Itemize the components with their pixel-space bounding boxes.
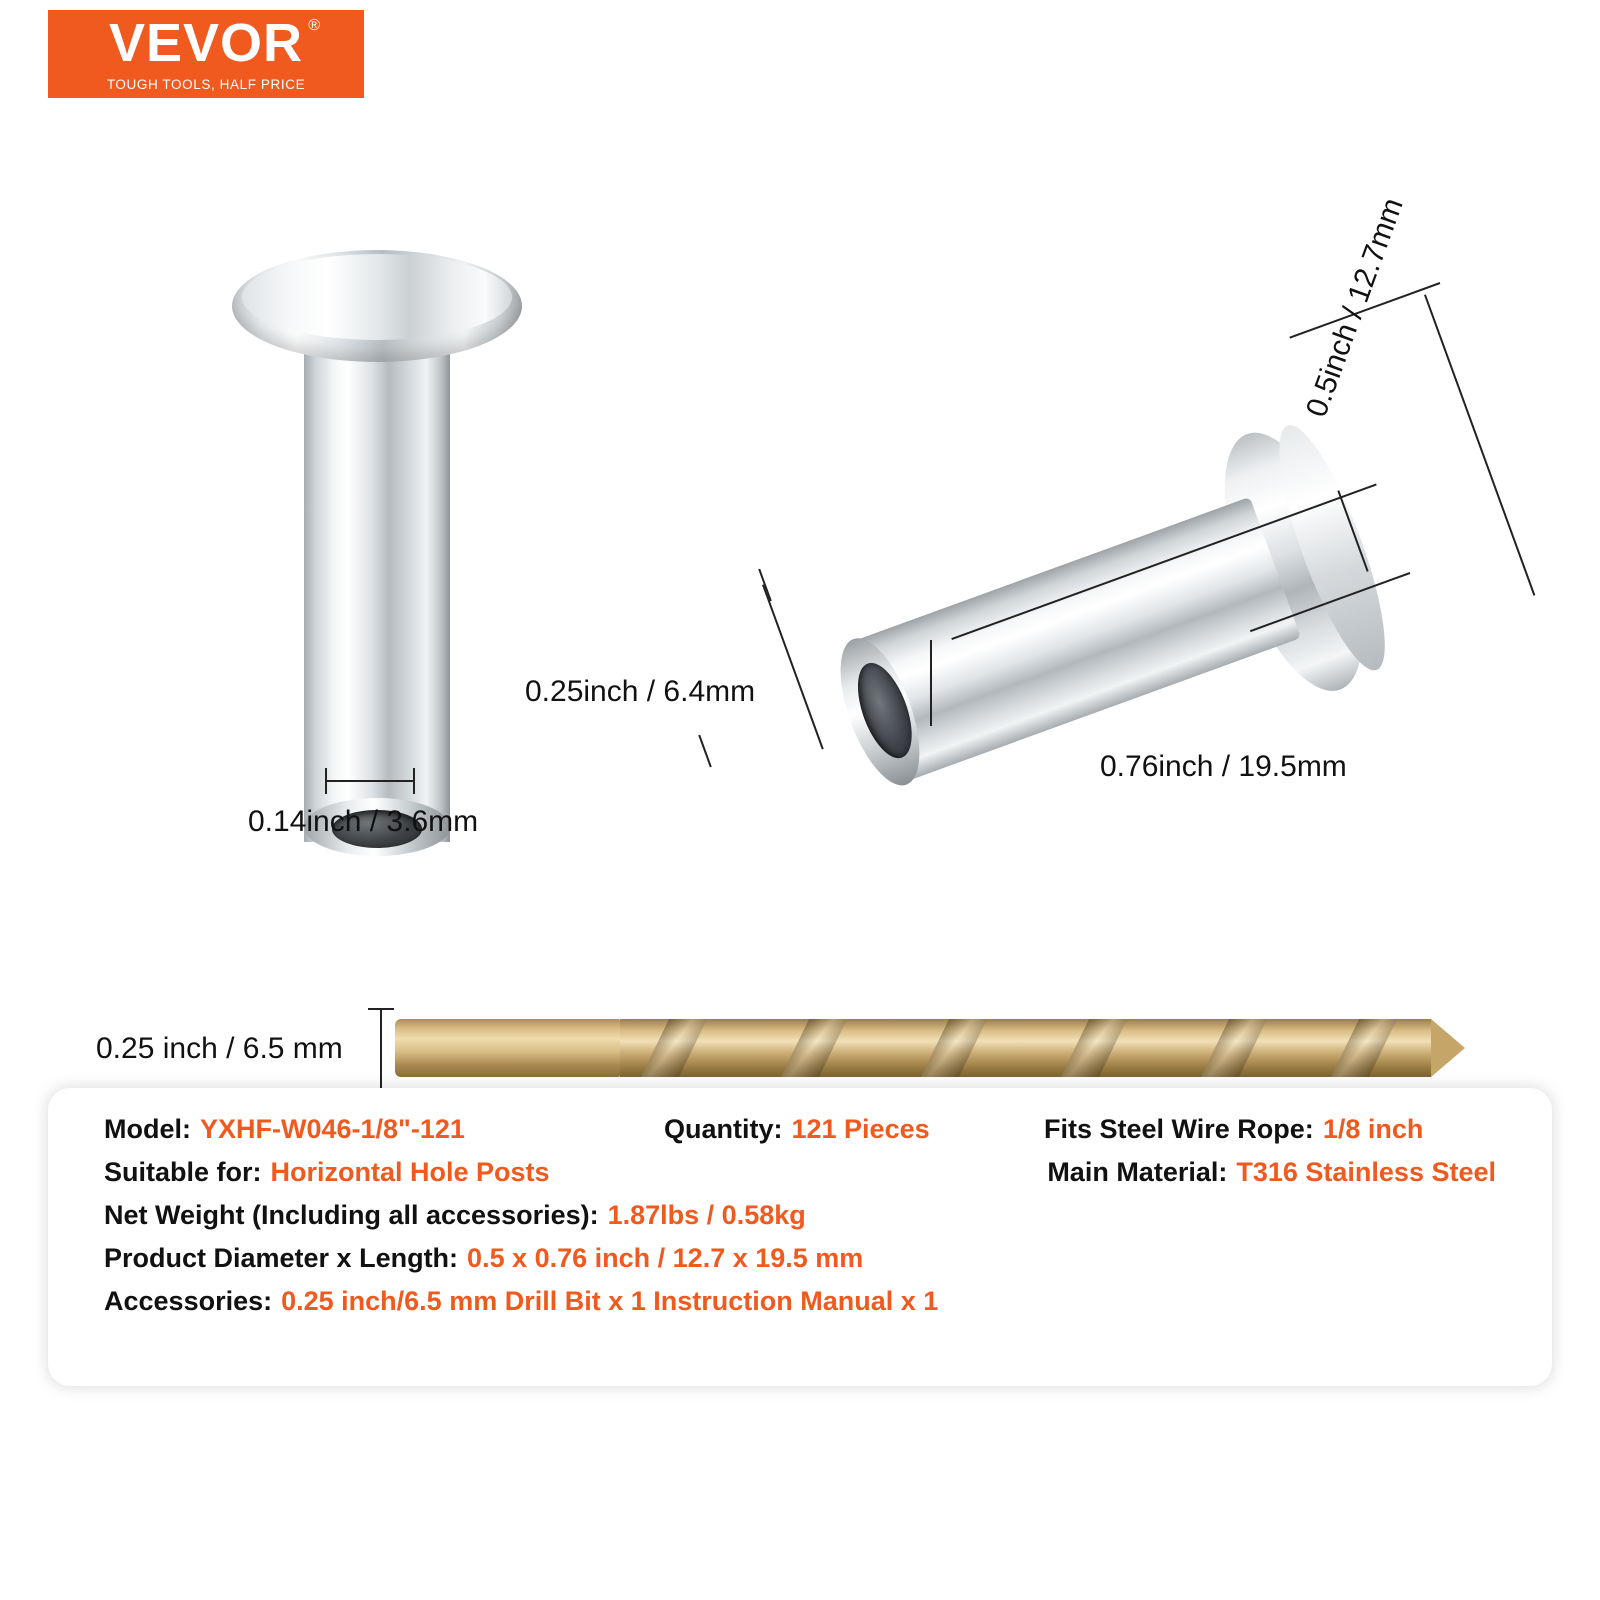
spec-accessories-label: Accessories:: [104, 1286, 273, 1316]
dim-label-drill-diameter: 0.25 inch / 6.5 mm: [96, 1032, 343, 1065]
brand-name: [108, 13, 322, 73]
product-image-stage: [0, 110, 1600, 1065]
spec-suitable-for-label: Suitable for:: [104, 1157, 262, 1187]
sleeve-flange-face: [242, 254, 512, 340]
dim-line-bore-diameter: [325, 780, 415, 782]
spec-net-weight-label: Net Weight (Including all accessories):: [104, 1200, 599, 1230]
spec-suitable-for-value: Horizontal Hole Posts: [270, 1157, 550, 1187]
spec-diameter-length: [104, 1243, 863, 1274]
spec-main-material-label: Main Material:: [1047, 1157, 1228, 1187]
spec-model-value: YXHF-W046-1/8"-121: [200, 1114, 465, 1144]
brand-name-text: VEVOR: [108, 13, 304, 73]
spec-row-1: [104, 1114, 1496, 1145]
spec-main-material: [664, 1157, 1496, 1188]
spec-fits-rope-label: Fits Steel Wire Rope:: [1044, 1114, 1314, 1144]
drill-bit-shank: [395, 1019, 620, 1077]
spec-accessories-value: 0.25 inch/6.5 mm Drill Bit x 1 Instruction Manual x 1: [281, 1286, 939, 1316]
spec-net-weight-value: 1.87lbs / 0.58kg: [607, 1200, 806, 1230]
spec-diameter-length-value: 0.5 x 0.76 inch / 12.7 x 19.5 mm: [467, 1243, 864, 1273]
drill-bit: [395, 1005, 1465, 1095]
dim-tick: [325, 768, 327, 794]
spec-quantity: [664, 1114, 1044, 1145]
spec-model: [104, 1114, 664, 1145]
spec-model-label: Model:: [104, 1114, 191, 1144]
spec-row-2: [104, 1157, 1496, 1188]
spec-quantity-value: 121 Pieces: [791, 1114, 930, 1144]
dim-label-inner-diameter: 0.25inch / 6.4mm: [525, 675, 756, 708]
spec-suitable-for: [104, 1157, 664, 1188]
dim-tick: [413, 768, 415, 794]
drill-bit-flutes: [620, 1019, 1431, 1077]
dim-label-flange-diameter: 0.5inch / 12.7mm: [1300, 193, 1410, 422]
spec-accessories: [104, 1286, 938, 1317]
dim-line-drill-diameter: [380, 1008, 382, 1094]
sleeve-barrel: [304, 322, 450, 842]
spec-fits-rope-value: 1/8 inch: [1322, 1114, 1424, 1144]
dim-label-bore-diameter: 0.14inch / 3.6mm: [248, 805, 479, 838]
registered-mark-icon: ®: [308, 17, 322, 34]
spec-main-material-value: T316 Stainless Steel: [1236, 1157, 1496, 1187]
spec-fits-rope: [1044, 1114, 1496, 1145]
spec-net-weight: [104, 1200, 806, 1231]
spec-quantity-label: Quantity:: [664, 1114, 783, 1144]
spec-row-5: [104, 1286, 1496, 1317]
dim-tick: [368, 1008, 394, 1010]
dim-label-overall-length: 0.76inch / 19.5mm: [1100, 750, 1347, 783]
dim-tick: [698, 735, 712, 768]
spec-row-4: [104, 1243, 1496, 1274]
dim-tick: [930, 640, 932, 726]
vevor-logo: [48, 10, 364, 98]
drill-bit-tip: [1431, 1019, 1465, 1077]
brand-tagline: TOUGH TOOLS, HALF PRICE: [106, 77, 306, 92]
spec-row-3: [104, 1200, 1496, 1231]
protector-sleeve-vertical: [232, 250, 522, 880]
specification-card: [48, 1088, 1552, 1386]
dim-line-flange-diameter: [1424, 294, 1535, 595]
spec-diameter-length-label: Product Diameter x Length:: [104, 1243, 459, 1273]
